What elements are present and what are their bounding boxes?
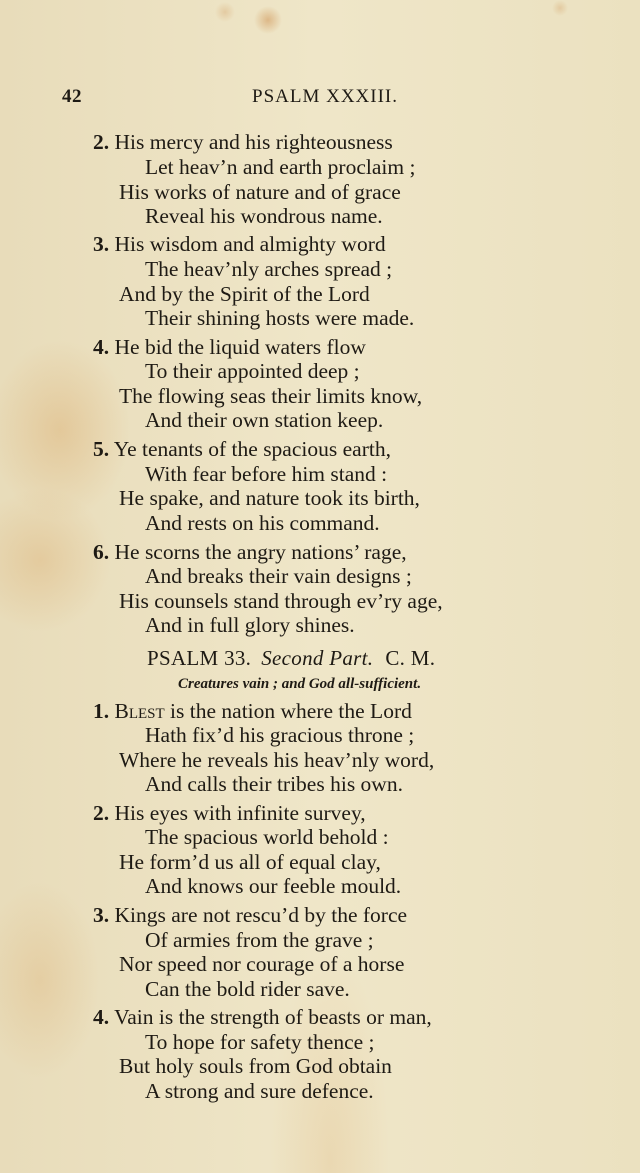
part-label: Second Part. (261, 646, 374, 670)
verse-line: He spake, and nature took its birth, (119, 486, 420, 510)
verse-line: And rests on his command. (145, 511, 380, 535)
verse-line: And calls their tribes his own. (145, 772, 403, 796)
verse-line: But holy souls from God obtain (119, 1054, 392, 1078)
verse-line: 3. Kings are not rescu’d by the force (93, 903, 408, 927)
verse-line: His counsels stand through ev’ry age, (119, 589, 443, 613)
verse-line: Let heav’n and earth proclaim ; (145, 155, 416, 179)
running-title: PSALM XXXIII. (252, 86, 398, 107)
section-heading (147, 646, 435, 671)
verse-line: 1. Blest is the nation where the Lord (93, 699, 412, 723)
verse-line: Hath fix’d his gracious throne ; (145, 723, 415, 747)
psalm-number: PSALM 33. (147, 646, 252, 670)
verse-line: 2. His eyes with infinite survey, (93, 801, 366, 825)
verse-line: And knows our feeble mould. (145, 874, 402, 898)
verse-line: He form’d us all of equal clay, (119, 850, 381, 874)
verse-line: 5. Ye tenants of the spacious earth, (93, 437, 391, 461)
page-number: 42 (62, 86, 82, 107)
verse-line: The heav’nly arches spread ; (145, 257, 393, 281)
verse-line: 4. He bid the liquid waters flow (93, 335, 366, 359)
verse-line: Nor speed nor courage of a horse (119, 952, 405, 976)
verse-line: Of armies from the grave ; (145, 928, 374, 952)
verse-line: Where he reveals his heav’nly word, (119, 748, 435, 772)
verse-line: And in full glory shines. (145, 613, 355, 637)
meter-label: C. M. (385, 646, 436, 670)
verse-line: The flowing seas their limits know, (119, 384, 423, 408)
verse-line: 3. His wisdom and almighty word (93, 232, 386, 256)
verse-line: To hope for safety thence ; (145, 1030, 375, 1054)
verse-line: And their own station keep. (145, 408, 384, 432)
verse-line: Can the bold rider save. (145, 977, 350, 1001)
verse-line: The spacious world behold : (145, 825, 389, 849)
verse-line: Their shining hosts were made. (145, 306, 415, 330)
verse-line: 2. His mercy and his righteousness (93, 130, 393, 154)
verse-line: To their appointed deep ; (145, 359, 360, 383)
verse-line: With fear before him stand : (145, 462, 388, 486)
verse-line: Reveal his wondrous name. (145, 204, 383, 228)
verse-line: And by the Spirit of the Lord (119, 282, 370, 306)
verse-line: And breaks their vain designs ; (145, 564, 412, 588)
verse-line: 4. Vain is the strength of beasts or man, (93, 1005, 432, 1029)
running-head (0, 86, 640, 110)
verse-line: His works of nature and of grace (119, 180, 401, 204)
section-subtitle: Creatures vain ; and God all-sufficient. (178, 676, 422, 692)
verse-line: 6. He scorns the angry nations’ rage, (93, 540, 407, 564)
verse-line: A strong and sure defence. (145, 1079, 374, 1103)
